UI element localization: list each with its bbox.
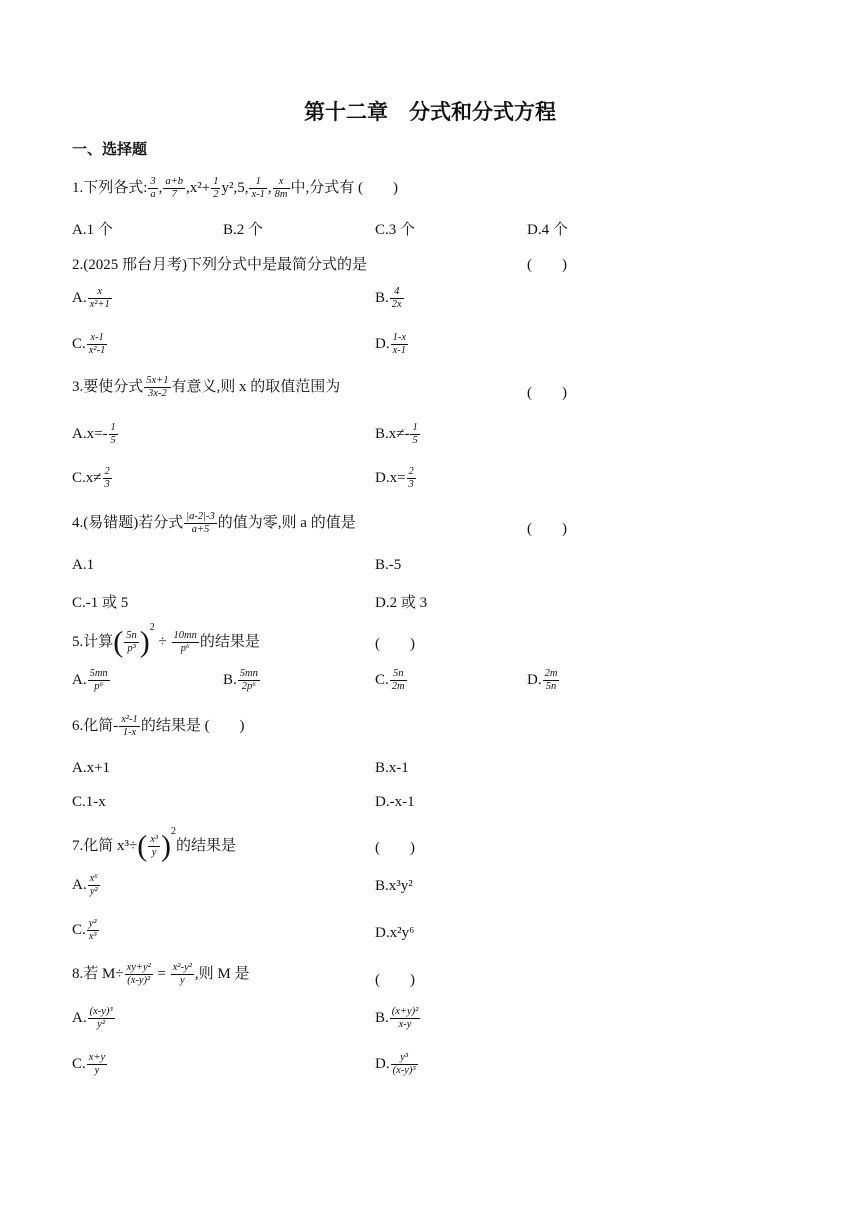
section-heading: 一、选择题: [72, 140, 148, 158]
q5-option-d[interactable]: D. $\frac{2m}{5n}$: [527, 668, 558, 693]
answer-bracket: ( ): [527, 521, 567, 537]
question-3: 3.要使分式 $\frac{5x+1}{3x-2}$ 有意义,则 x 的取值范围为: [72, 375, 341, 400]
q2-option-d[interactable]: D. $\frac{1-x}{x-1}$: [375, 332, 407, 357]
question-6: 6.化简- $\frac{\text{x²-1}}{1-x}$ 的结果是 ( ): [72, 714, 245, 739]
q4-option-c[interactable]: C.-1 或 5: [72, 595, 129, 611]
q8-option-b[interactable]: B. $\frac{\text{(x+y)²}}{x-y}$: [375, 1006, 419, 1031]
q8-option-c[interactable]: C. $\frac{x+y}{y}$: [72, 1052, 106, 1077]
fraction: $\frac{x}{8m}$: [274, 176, 288, 201]
q3-option-d[interactable]: D.x= $\frac{2}{3}$: [375, 466, 414, 491]
question-1: 1.下列各式: $\frac{3}{a}$ , $\frac{a+b}{7}$ ,x²+ $\frac{1}{2}$ y²,5, $\frac{1}{x-1}$ , $\frac{x}{8m}$ 中,分式有 ( ): [72, 176, 398, 201]
q2-option-a[interactable]: A. $\frac{x}{\text{x²+1}}$: [72, 286, 110, 311]
fraction: $\frac{a+b}{7}$: [165, 176, 184, 201]
fraction: $\frac{1}{x-1}$: [251, 176, 265, 201]
q6-option-a[interactable]: A.x+1: [72, 760, 111, 776]
q5-option-b[interactable]: B. $\frac{5mn}{\text{2p⁶}}$: [223, 668, 258, 693]
q1-option-b[interactable]: B.2 个: [223, 222, 264, 238]
q1-option-a[interactable]: A.1 个: [72, 222, 113, 238]
q4-option-b[interactable]: B.-5: [375, 557, 402, 573]
q8-option-a[interactable]: A. $\frac{\text{(x-y)³}}{\text{y²}}$: [72, 1006, 113, 1031]
q3-option-a[interactable]: A.x=- $\frac{1}{5}$: [72, 422, 116, 447]
q1-option-d[interactable]: D.4 个: [527, 222, 568, 238]
question-2: 2.(2025 邢台月考)下列分式中是最简分式的是: [72, 257, 367, 273]
q4-option-d[interactable]: D.2 或 3: [375, 595, 428, 611]
fraction: $\frac{3}{a}$: [150, 176, 156, 201]
q7-option-d[interactable]: D.x²y⁶: [375, 925, 415, 941]
q4-option-a[interactable]: A.1: [72, 557, 95, 573]
answer-bracket: ( ): [375, 636, 415, 652]
q7-option-b[interactable]: B.x³y²: [375, 878, 413, 894]
page-title: 第十二章 分式和分式方程: [304, 100, 556, 124]
q3-option-c[interactable]: C.x≠ $\frac{2}{3}$: [72, 466, 110, 491]
q6-option-b[interactable]: B.x-1: [375, 760, 409, 776]
question-8: 8.若 M÷ $\frac{\text{xy+y²}}{\text{(x-y)²}}$ = $\frac{\text{x²-y²}}{y}$ ,则 M 是: [72, 962, 250, 987]
q6-option-d[interactable]: D.-x-1: [375, 794, 415, 810]
question-5: 5.计算( $\frac{5n}{\text{p³}}$ )$^2$ ÷ $\frac{10mn}{\text{p⁶}}$ 的结果是: [72, 622, 260, 659]
answer-bracket: ( ): [527, 257, 567, 273]
question-4: 4.(易错题)若分式 $\frac{|a-2|-3}{a+5}$ 的值为零,则 a 的值是: [72, 511, 356, 536]
q2-option-b[interactable]: B. $\frac{4}{2x}$: [375, 286, 402, 311]
q8-option-d[interactable]: D. $\frac{\text{y³}}{\text{(x-y)³}}$: [375, 1052, 416, 1077]
answer-bracket: ( ): [375, 840, 415, 856]
q2-option-c[interactable]: C. $\frac{x-1}{\text{x²-1}}$: [72, 332, 106, 357]
q1-option-c[interactable]: C.3 个: [375, 222, 416, 238]
q5-option-c[interactable]: C. $\frac{5n}{2m}$: [375, 668, 405, 693]
answer-bracket: ( ): [375, 972, 415, 988]
q5-option-a[interactable]: A. $\frac{5mn}{\text{p⁶}}$: [72, 668, 108, 693]
answer-bracket: ( ): [527, 385, 567, 401]
question-7: 7.化简 x³÷( $\frac{\text{x³}}{y}$ )$^2$的结果是: [72, 826, 237, 863]
q7-option-c[interactable]: C. $\frac{\text{y²}}{\text{x³}}$: [72, 918, 97, 943]
q6-option-c[interactable]: C.1-x: [72, 794, 106, 810]
q7-option-a[interactable]: A. $\frac{\text{x⁶}}{\text{y²}}$: [72, 873, 98, 898]
fraction: $\frac{1}{2}$: [213, 176, 219, 201]
q3-option-b[interactable]: B.x≠- $\frac{1}{5}$: [375, 422, 418, 447]
